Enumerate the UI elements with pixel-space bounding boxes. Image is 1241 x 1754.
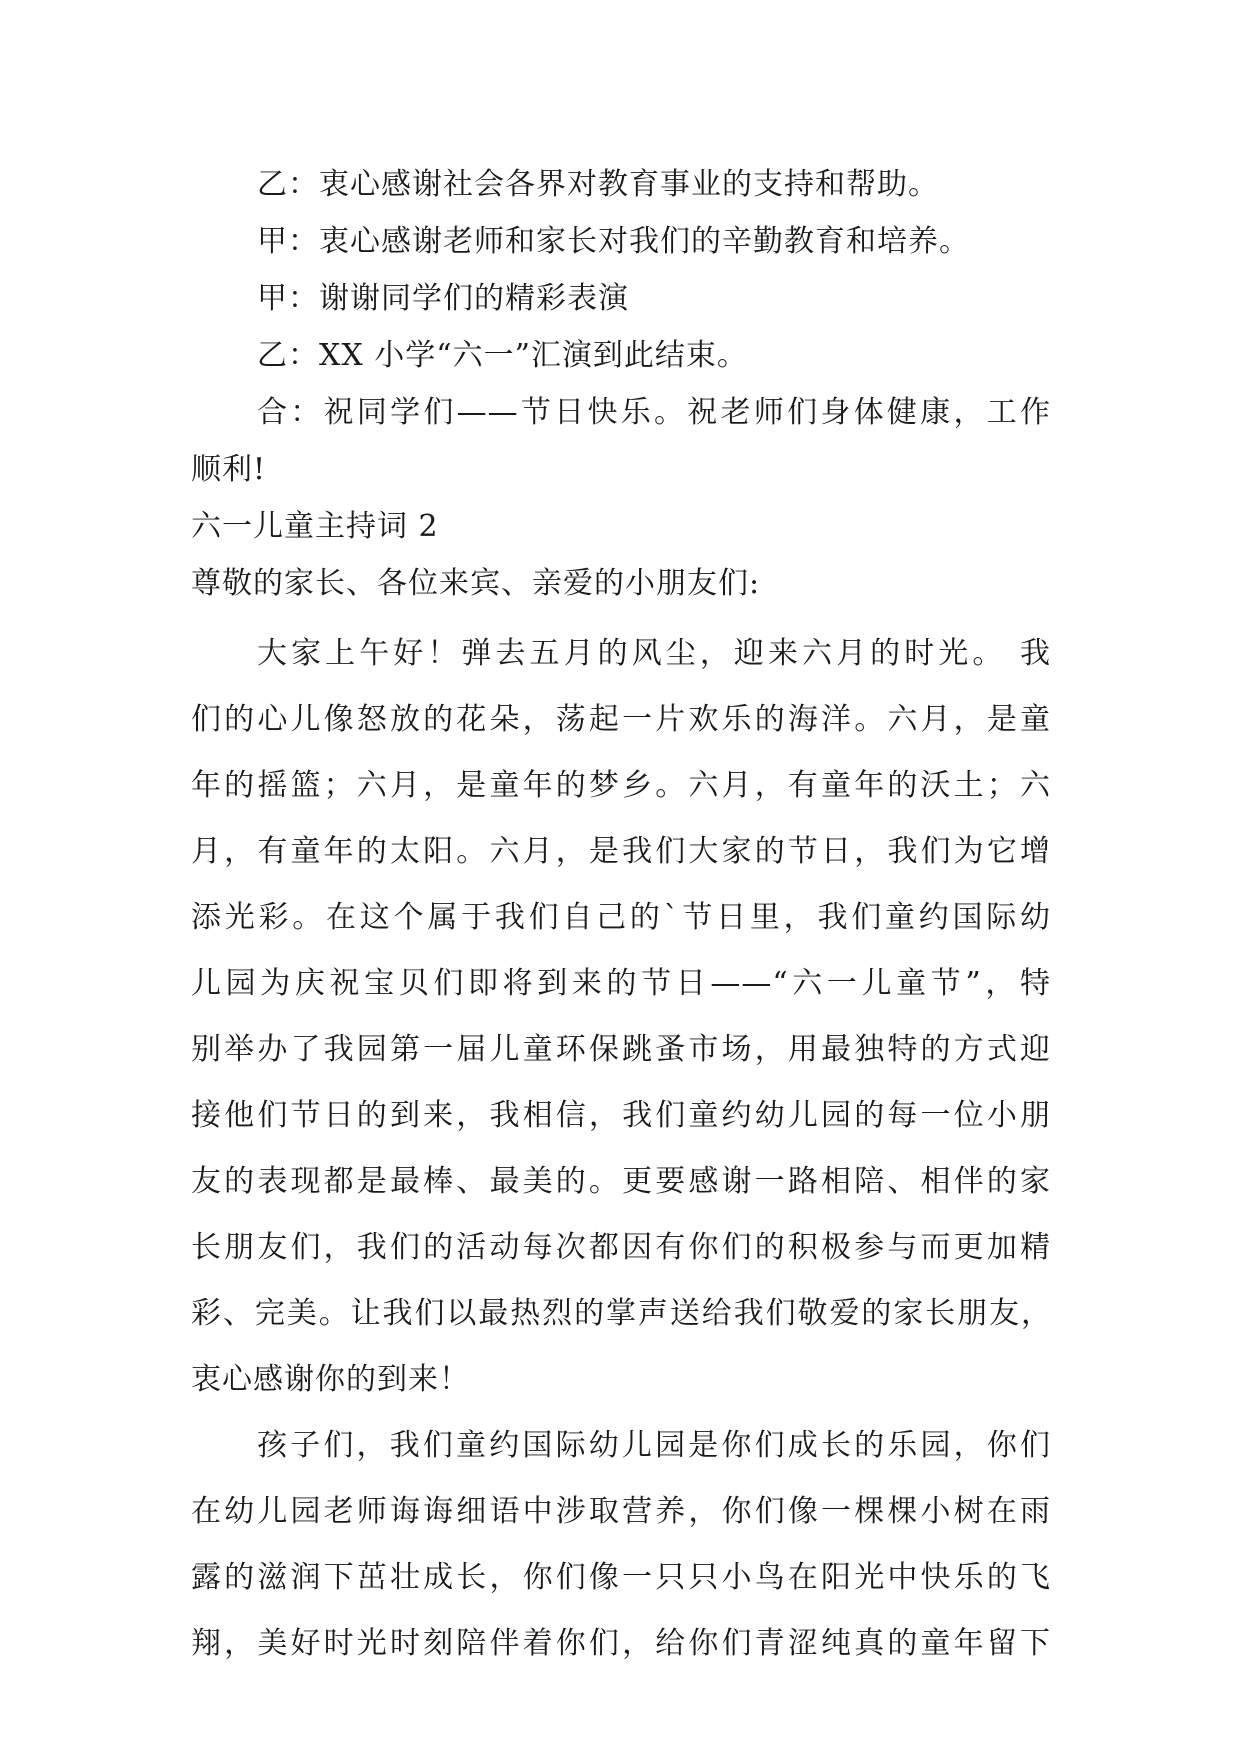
paragraph-line: 露的滋润下茁壮成长，你们像一只只小鸟在阳光中快乐的飞 xyxy=(191,1560,1051,1595)
section-heading: 六一儿童主持词 2 xyxy=(191,509,439,544)
dialogue-line: 乙：衷心感谢社会各界对教育事业的支持和帮助。 xyxy=(257,167,939,202)
paragraph-line: 月，有童年的太阳。六月，是我们大家的节日，我们为它增 xyxy=(191,834,1051,869)
paragraph-line: 接他们节日的到来，我相信，我们童约幼儿园的每一位小朋 xyxy=(191,1098,1051,1133)
paragraph-line: 们的心儿像怒放的花朵，荡起一片欢乐的海洋。六月，是童 xyxy=(191,702,1051,737)
dialogue-line: 乙：XX 小学“六一”汇演到此结束。 xyxy=(257,338,748,373)
dialogue-line: 甲：衷心感谢老师和家长对我们的辛勤教育和培养。 xyxy=(257,224,970,259)
paragraph-line: 孩子们，我们童约国际幼儿园是你们成长的乐园，你们 xyxy=(257,1428,1051,1463)
paragraph-line: 儿园为庆祝宝贝们即将到来的节日——“六一儿童节”，特 xyxy=(191,966,1051,1001)
paragraph-line: 年的摇篮；六月，是童年的梦乡。六月，有童年的沃土；六 xyxy=(191,768,1051,803)
paragraph-line: 别举办了我园第一届儿童环保跳蚤市场，用最独特的方式迎 xyxy=(191,1032,1051,1067)
paragraph-line: 彩、完美。让我们以最热烈的掌声送给我们敬爱的家长朋友， xyxy=(191,1296,1051,1331)
salutation: 尊敬的家长、各位来宾、亲爱的小朋友们: xyxy=(191,566,761,601)
paragraph-line: 长朋友们，我们的活动每次都因有你们的积极参与而更加精 xyxy=(191,1230,1051,1265)
paragraph-line: 在幼儿园老师诲诲细语中涉取营养，你们像一棵棵小树在雨 xyxy=(191,1494,1051,1529)
paragraph-line: 大家上午好！弹去五月的风尘，迎来六月的时光。 我 xyxy=(257,636,1051,671)
dialogue-line-continued: 顺利! xyxy=(191,452,267,487)
paragraph-line: 衷心感谢你的到来！ xyxy=(191,1362,470,1397)
dialogue-line: 合：祝同学们——节日快乐。祝老师们身体健康，工作 xyxy=(257,395,1051,430)
document-page xyxy=(191,156,1051,1677)
dialogue-line: 甲：谢谢同学们的精彩表演 xyxy=(257,281,629,316)
paragraph-line: 翔，美好时光时刻陪伴着你们，给你们青涩纯真的童年留下 xyxy=(191,1626,1051,1661)
paragraph-line: 添光彩。在这个属于我们自己的`节日里，我们童约国际幼 xyxy=(191,900,1051,935)
paragraph-line: 友的表现都是最棒、最美的。更要感谢一路相陪、相伴的家 xyxy=(191,1164,1051,1199)
